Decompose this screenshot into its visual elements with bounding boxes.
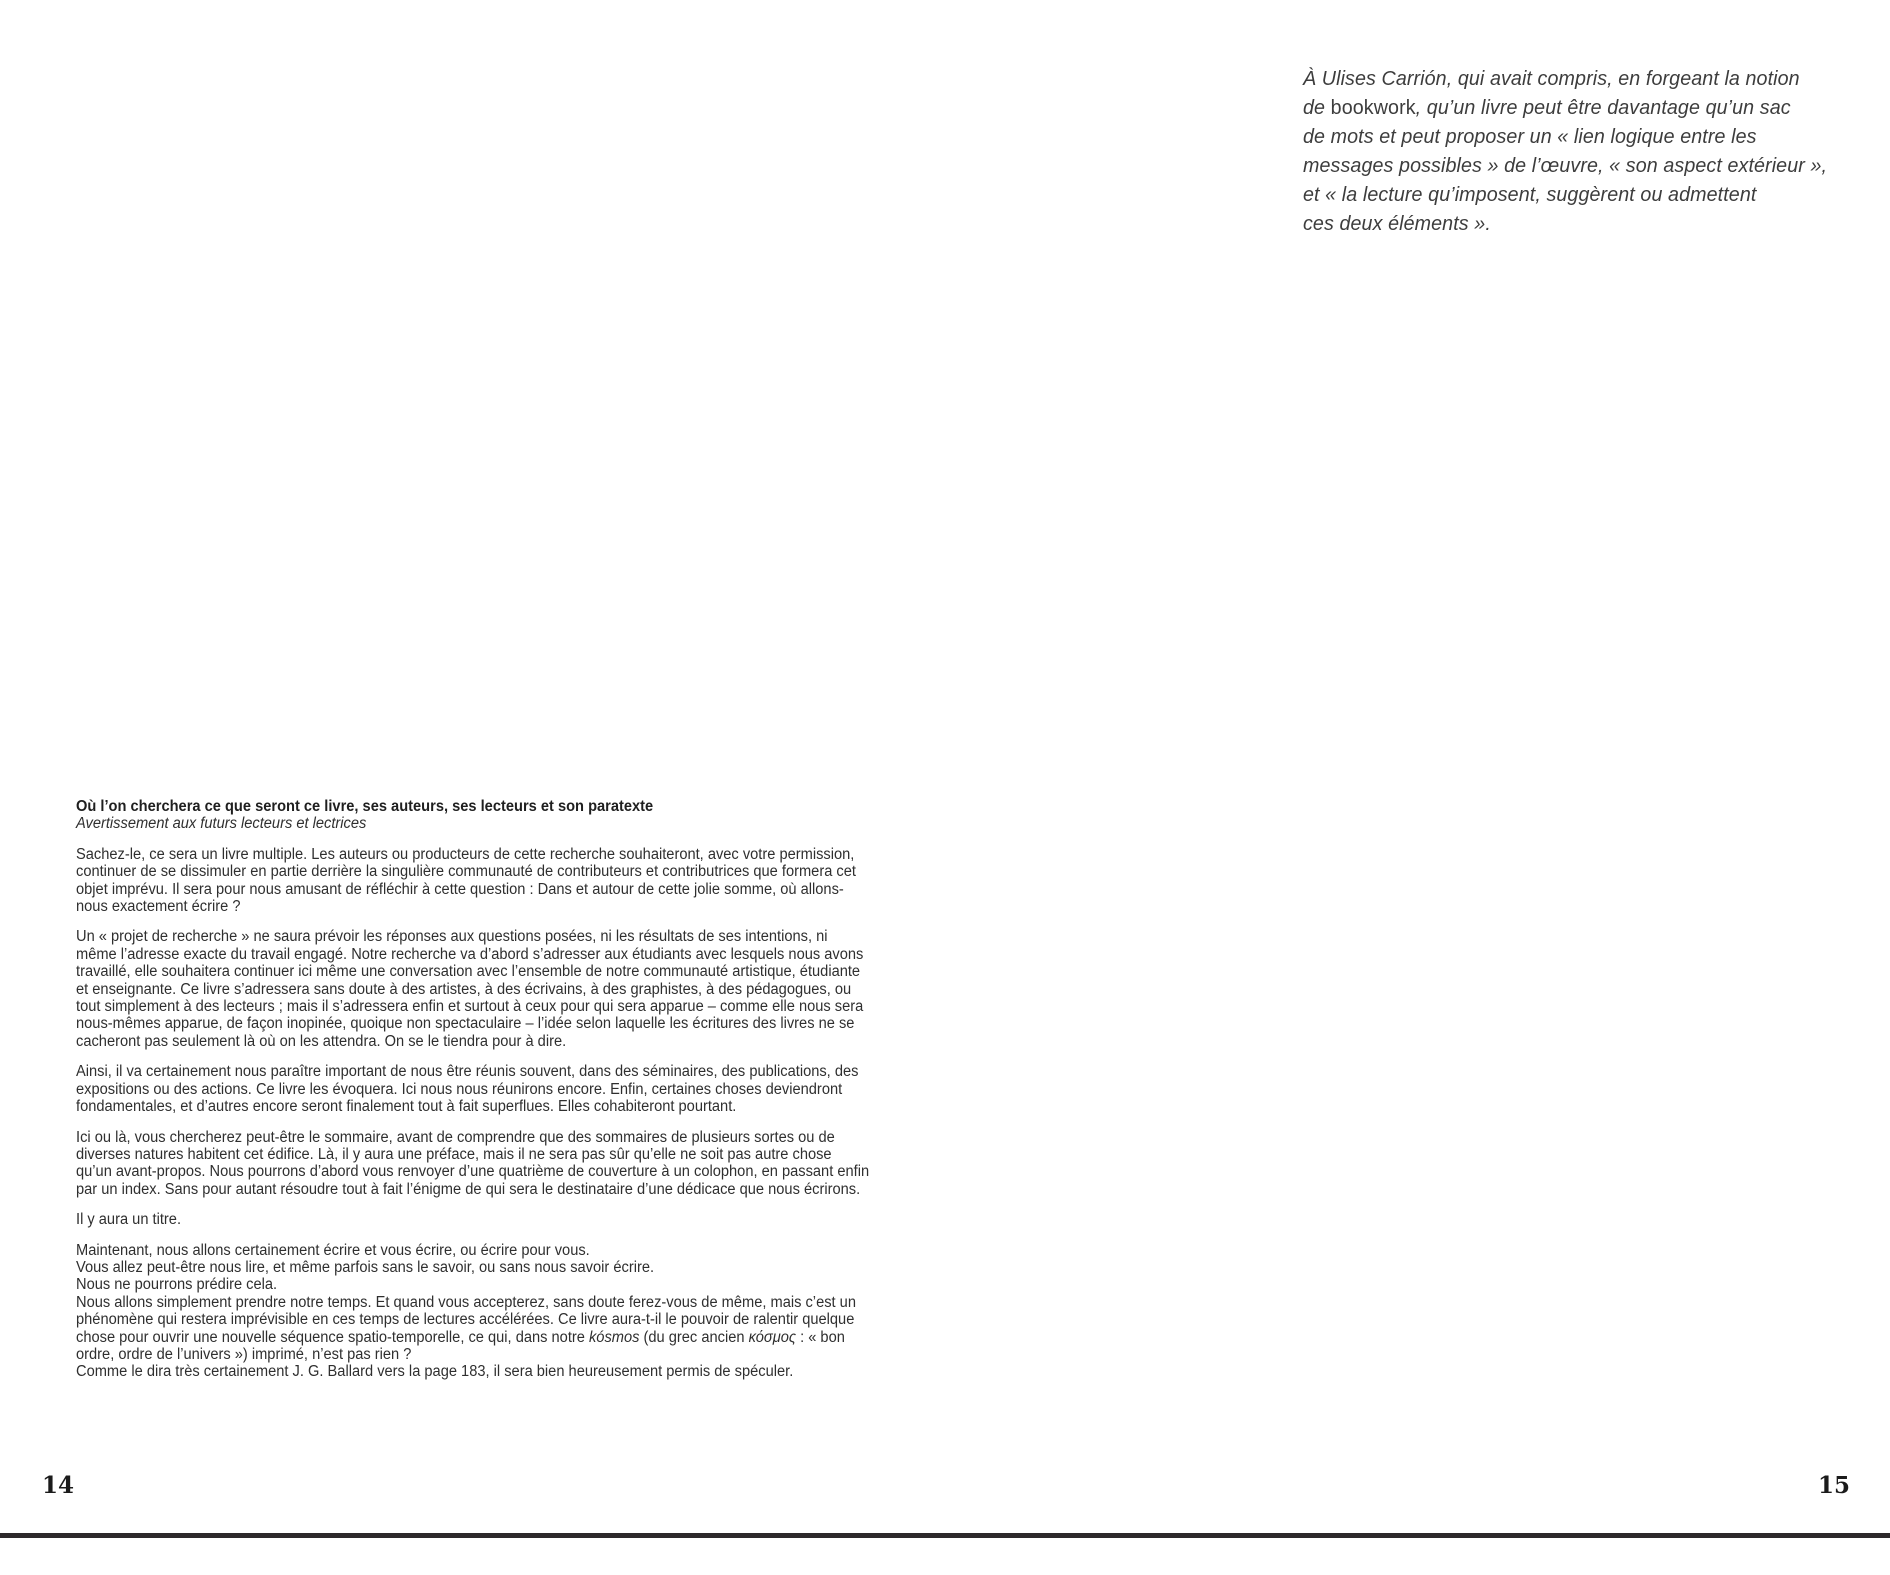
section-subheading: Avertissement aux futurs lecteurs et lectrices bbox=[76, 815, 367, 833]
paragraph-1: Sachez-le, ce sera un livre multiple. Les auteurs ou producteurs de cette recherche souhaiteront, avec votre permission, continuer de se dissimuler en partie derrière la singulière communauté de contributeurs et contributrices que formera cet objet imprévu. Il sera pour nous amusant de réfléchir à cette question : Dans et autour de cette jolie somme, où allons-nous exactement écrire ? bbox=[76, 845, 856, 916]
main-text-column bbox=[76, 798, 870, 1394]
paragraph-6: Maintenant, nous allons certainement écrire et vous écrire, ou écrire pour vous. Vous allez peut-être nous lire, et même parfois sans le savoir, ou sans nous savoir écrire. Nous ne pourrons prédire cela. Nous allons simplement prendre notre temps. Et quand vous accepterez, sans doute ferez-vous de même, mais c’est un phénomène qui restera imprévisible en ces temps de lectures accélérées. Ce livre aura-t-il le pouvoir de ralentir quelque chose pour ouvrir une nouvelle séquence spatio-temporelle, ce qui, dans notre kósmos (du grec ancien κόσμος : « bon ordre, ordre de l’univers ») imprimé, n’est pas rien ? Comme le dira très certainement J. G. Ballard vers la page 183, il sera bien heureusement permis de spéculer. bbox=[76, 1241, 856, 1381]
epigraph-line: À Ulises Carrión, qui avait compris, en forgeant la notion bbox=[1303, 67, 1800, 90]
footer-rule bbox=[0, 1533, 1890, 1538]
epigraph-line: ces deux éléments ». bbox=[1303, 212, 1491, 235]
epigraph-line: de mots et peut proposer un « lien logique entre les bbox=[1303, 125, 1757, 148]
epigraph-line: de bookwork, qu’un livre peut être davantage qu’un sac bbox=[1303, 96, 1791, 119]
kosmos-greek-term: κόσμος bbox=[748, 1328, 797, 1346]
epigraph-term-bookwork: bookwork bbox=[1330, 96, 1416, 119]
paragraph-5: Il y aura un titre. bbox=[76, 1211, 182, 1229]
section-heading: Où l’on cherchera ce que seront ce livre, ses auteurs, ses lecteurs et son paratexte bbox=[76, 798, 654, 815]
kosmos-latin-term: kósmos bbox=[588, 1328, 640, 1346]
page-number-right: 15 bbox=[1817, 1472, 1850, 1499]
epigraph-line: messages possibles » de l’œuvre, « son aspect extérieur », bbox=[1303, 154, 1828, 177]
page-number-left: 14 bbox=[42, 1472, 75, 1499]
epigraph bbox=[1303, 64, 1841, 238]
paragraph-4: Ici ou là, vous chercherez peut-être le sommaire, avant de comprendre que des sommaires de plusieurs sortes ou de diverses natures habitent cet édifice. Là, il y aura une préface, mais il ne sera pas sûr qu’elle ne soit pas autre chose qu’un avant-propos. Nous pourrons d’abord vous renvoyer d’une quatrième de couverture à un colophon, en passant enfin par un index. Sans pour autant résoudre tout à fait l’énigme de qui sera le destinataire d’une dédicace que nous écrirons. bbox=[76, 1128, 870, 1198]
paragraph-3: Ainsi, il va certainement nous paraître important de nous être réunis souvent, dans des séminaires, des publications, des expositions ou des actions. Ce livre les évoquera. Ici nous nous réunirons encore. Enfin, certaines choses deviendront fondamentales, et d’autres encore seront finalement tout à fait superflues. Elles cohabiteront pourtant. bbox=[76, 1063, 859, 1116]
paragraph-2: Un « projet de recherche » ne saura prévoir les réponses aux questions posées, ni les résultats de ses intentions, ni même l’adresse exacte du travail engagé. Notre recherche va d’abord s’adresser aux étudiants avec lesquels nous avons travaillé, elle souhaitera continuer ici même une conversation avec l’ensemble de notre communauté artistique, étudiante et enseignante. Ce livre s’adressera sans doute à des artistes, à des écrivains, à des graphistes, à des pédagogues, ou tout simplement à des lecteurs ; mais il s’adressera enfin et surtout à ceux pour qui sera apparue – comme elle nous sera nous-mêmes apparue, de façon inopinée, quoique non spectaculaire – l’idée selon laquelle les écritures des livres ne se cacheront pas seulement là où on les attendra. On se le tiendra pour à dire. bbox=[76, 928, 864, 1050]
epigraph-line: et « la lecture qu’imposent, suggèrent ou admettent bbox=[1303, 183, 1757, 206]
